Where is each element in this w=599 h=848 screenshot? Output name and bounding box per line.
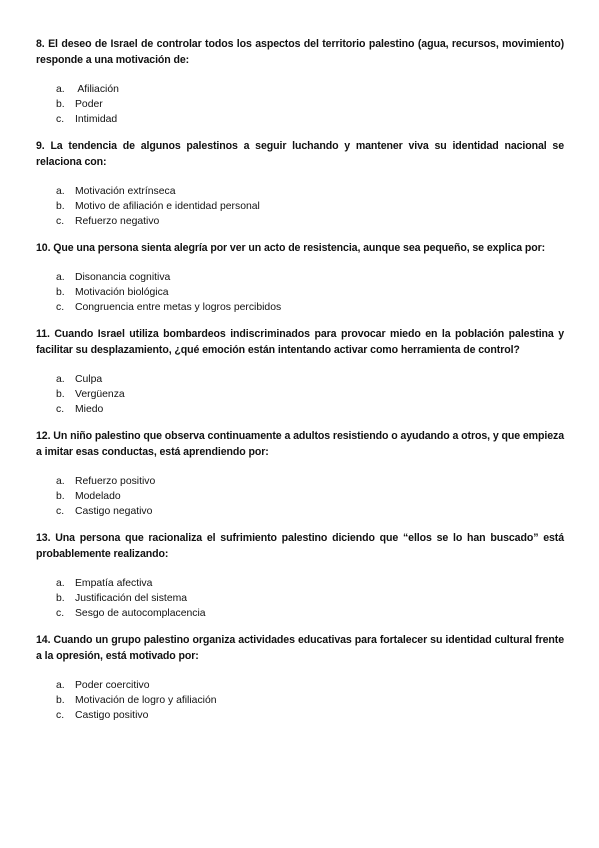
option-list: [36, 474, 564, 519]
option-c: [36, 504, 564, 519]
question-text: Una persona que racionaliza el sufrimiento palestino diciendo que “ellos se lo han buscado” está probablemente realizando:: [36, 532, 564, 560]
option-letter: b.: [56, 201, 65, 212]
option-a: [36, 576, 564, 591]
option-text: Motivación de logro y afiliación: [75, 695, 217, 706]
option-a: [36, 372, 564, 387]
option-letter: c.: [56, 608, 65, 619]
option-c: [36, 214, 564, 229]
option-c: [36, 112, 564, 127]
option-text: Castigo positivo: [75, 710, 149, 721]
option-c: [36, 606, 564, 621]
option-letter: a.: [56, 578, 65, 589]
option-a: [36, 82, 564, 97]
option-text: Congruencia entre metas y logros percibidos: [75, 302, 282, 313]
option-list: [36, 372, 564, 417]
question-number: 10.: [36, 242, 51, 254]
question-text: El deseo de Israel de controlar todos los aspectos del territorio palestino (agua, recursos, movimiento) responde a una motivación de:: [36, 38, 564, 66]
option-text: Afiliación: [75, 84, 119, 95]
option-list: [36, 678, 564, 723]
question-prompt: [36, 326, 564, 358]
option-letter: b.: [56, 695, 65, 706]
option-text: Motivo de afiliación e identidad personal: [75, 201, 260, 212]
option-letter: c.: [56, 506, 65, 517]
option-text: Poder: [75, 99, 103, 110]
option-letter: c.: [56, 710, 65, 721]
option-b: [36, 97, 564, 112]
question-8: [36, 36, 564, 127]
question-number: 13.: [36, 532, 51, 544]
option-text: Miedo: [75, 404, 104, 415]
option-text: Empatía afectiva: [75, 578, 153, 589]
question-prompt: [36, 36, 564, 68]
question-number: 8.: [36, 38, 45, 50]
option-text: Disonancia cognitiva: [75, 272, 171, 283]
question-text: La tendencia de algunos palestinos a seguir luchando y mantener viva su identidad nacional se relaciona con:: [36, 140, 564, 168]
option-list: [36, 270, 564, 315]
option-letter: b.: [56, 287, 65, 298]
option-text: Modelado: [75, 491, 121, 502]
option-letter: b.: [56, 99, 65, 110]
option-text: Intimidad: [75, 114, 118, 125]
option-letter: a.: [56, 84, 65, 95]
question-9: [36, 138, 564, 229]
question-prompt: [36, 632, 564, 664]
question-number: 11.: [36, 328, 50, 340]
question-14: [36, 632, 564, 723]
option-letter: c.: [56, 216, 65, 227]
option-text: Castigo negativo: [75, 506, 153, 517]
question-number: 14.: [36, 634, 51, 646]
question-11: [36, 326, 564, 417]
option-text: Vergüenza: [75, 389, 125, 400]
option-b: [36, 387, 564, 402]
question-prompt: [36, 240, 564, 256]
question-13: [36, 530, 564, 621]
option-a: [36, 678, 564, 693]
option-letter: c.: [56, 302, 65, 313]
question-number: 9.: [36, 140, 45, 152]
option-text: Culpa: [75, 374, 103, 385]
option-a: [36, 270, 564, 285]
option-text: Motivación extrínseca: [75, 186, 176, 197]
option-letter: a.: [56, 186, 65, 197]
option-letter: c.: [56, 404, 65, 415]
option-letter: a.: [56, 374, 65, 385]
option-c: [36, 708, 564, 723]
option-a: [36, 184, 564, 199]
option-b: [36, 199, 564, 214]
question-prompt: [36, 138, 564, 170]
option-a: [36, 474, 564, 489]
question-text: Cuando un grupo palestino organiza actividades educativas para fortalecer su identidad cultural frente a la opresión, está motivado por:: [36, 634, 564, 662]
option-c: [36, 300, 564, 315]
option-b: [36, 489, 564, 504]
option-text: Refuerzo negativo: [75, 216, 160, 227]
option-text: Motivación biológica: [75, 287, 169, 298]
option-text: Justificación del sistema: [75, 593, 188, 604]
question-12: [36, 428, 564, 519]
option-text: Refuerzo positivo: [75, 476, 156, 487]
question-text: Un niño palestino que observa continuamente a adultos resistiendo o ayudando a otros, y que empieza a imitar esas conductas, está aprendiendo por:: [36, 430, 564, 458]
option-letter: c.: [56, 114, 65, 125]
option-b: [36, 591, 564, 606]
option-letter: b.: [56, 593, 65, 604]
option-b: [36, 693, 564, 708]
option-text: Poder coercitivo: [75, 680, 150, 691]
question-text: Cuando Israel utiliza bombardeos indiscriminados para provocar miedo en la población palestina y facilitar su desplazamiento, ¿qué emoción están intentando activar como herramienta de control?: [36, 328, 564, 356]
option-list: [36, 82, 564, 127]
option-list: [36, 576, 564, 621]
question-text: Que una persona sienta alegría por ver un acto de resistencia, aunque sea pequeño, se explica por:: [53, 242, 546, 254]
option-c: [36, 402, 564, 417]
option-letter: a.: [56, 680, 65, 691]
option-letter: a.: [56, 476, 65, 487]
option-b: [36, 285, 564, 300]
option-letter: b.: [56, 491, 65, 502]
question-prompt: [36, 428, 564, 460]
option-letter: a.: [56, 272, 65, 283]
option-list: [36, 184, 564, 229]
option-letter: b.: [56, 389, 65, 400]
question-number: 12.: [36, 430, 51, 442]
question-prompt: [36, 530, 564, 562]
option-text: Sesgo de autocomplacencia: [75, 608, 206, 619]
question-10: [36, 240, 564, 315]
